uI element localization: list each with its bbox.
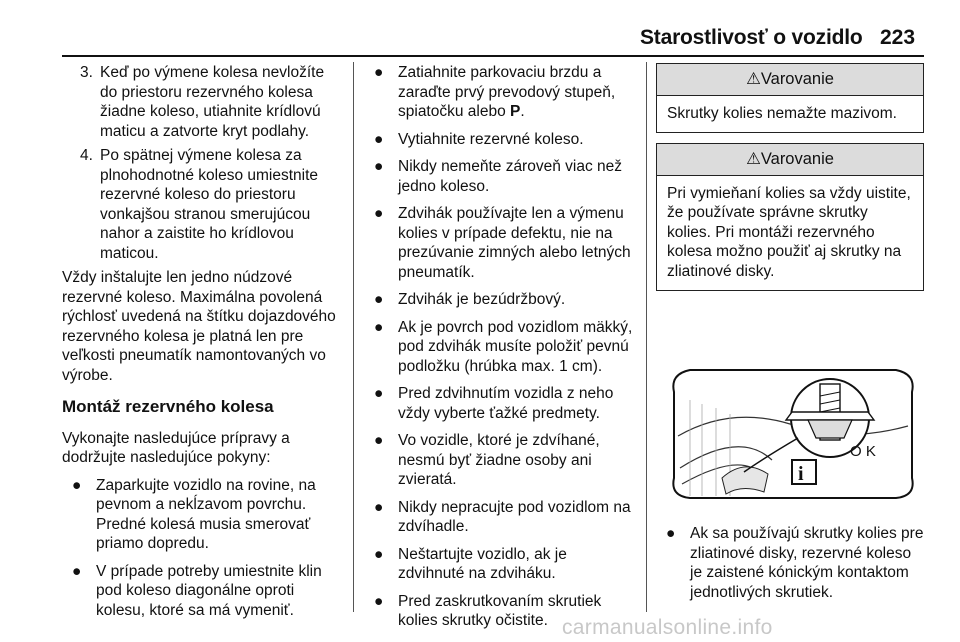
step-number: 4. — [80, 147, 93, 164]
list-item-text — [398, 64, 615, 120]
text-segment: . — [520, 103, 525, 120]
section-heading: Montáž rezervného kolesa — [62, 397, 274, 416]
list-item-text: Nikdy nepracujte pod vozidlom na zdvíhadle. — [398, 498, 631, 535]
bullet-icon: ● — [374, 432, 384, 449]
list-item-text: Zdvihák používajte len a výmenu kolies v prípade defektu, nie na prezúvanie zimných alebo letných pneumatík. — [398, 205, 631, 281]
warning-title: Varovanie — [760, 150, 834, 168]
info-icon — [792, 460, 816, 484]
bullet-icon: ● — [374, 498, 384, 516]
warning-triangle-icon: ⚠ — [746, 70, 761, 88]
bullet-icon: ● — [374, 592, 384, 610]
bullet-icon: ● — [374, 205, 384, 222]
wheel-bolt-illustration — [660, 308, 924, 510]
warning-text: Pri vymieňaní kolies sa vždy uistite, že používate správne skrutky kolies. Pri montáži rezervného kolesa možno použiť aj skrutky na zliatinové disky. — [667, 184, 911, 280]
list-item-text: Vytiahnite rezervné koleso. — [398, 130, 584, 148]
list-item — [364, 290, 636, 310]
column-right — [656, 63, 924, 301]
list-item — [364, 384, 636, 423]
bullet-icon: ● — [374, 130, 384, 148]
column-middle — [364, 63, 636, 639]
bullet-icon: ● — [374, 318, 384, 336]
step-item-4 — [62, 146, 344, 263]
page-header — [0, 0, 960, 60]
header-rule — [62, 55, 924, 57]
page-number: 223 — [880, 26, 916, 49]
list-item-text: Zaparkujte vozidlo na rovine, na pevnom a nekĺzavom povrchu. Predné kolesá musia smerovať priamo dopredu. — [96, 476, 316, 552]
list-item-text: V prípade potreby umiestnite klin pod koleso diagonálne oproti kolesu, ktoré sa má vymeniť. — [96, 562, 322, 619]
illustration-svg — [660, 308, 924, 510]
column-divider-left — [353, 62, 354, 612]
watermark: carmanualsonline.info — [562, 616, 773, 639]
intro-text: Vykonajte nasledujúce prípravy a dodržujte nasledujúce pokyny: — [62, 429, 290, 466]
list-item — [364, 318, 636, 377]
warning-header — [657, 64, 923, 96]
list-item-text: Nikdy nemeňte zároveň viac než jedno koleso. — [398, 158, 623, 195]
bullet-icon: ● — [374, 158, 384, 175]
list-item-text: Zdvihák je bezúdržbový. — [398, 291, 566, 308]
bullet-list — [62, 476, 344, 621]
list-item-text: Ak sa používajú skrutky kolies pre zliatinové disky, rezervné koleso je zaistené kónickým kontaktom jednotlivých skrutiek. — [690, 525, 924, 601]
bullet-list — [364, 63, 636, 631]
warning-header — [657, 144, 923, 176]
step-item-3 — [62, 63, 344, 141]
list-item-text: Vo vozidle, ktoré je zdvíhané, nesmú byť žiadne osoby ani zvieratá. — [398, 432, 600, 488]
step-text: Po spätnej výmene kolesa za plnohodnotné koleso umiestnite rezervné koleso do priestoru vonkajšou stranou smerujúcou nahor a zaistite ho krídlovou maticou. — [100, 147, 319, 262]
list-item — [656, 524, 924, 602]
info-letter: i — [798, 463, 804, 485]
warning-box — [656, 63, 924, 133]
warning-title: Varovanie — [760, 70, 834, 88]
step-number: 3. — [80, 64, 93, 81]
list-item-text: Pred zaskrutkovaním skrutiek kolies skrutky očistite. — [398, 592, 602, 629]
warning-box — [656, 143, 924, 291]
list-item — [364, 130, 636, 150]
list-item — [62, 476, 344, 554]
list-item — [364, 204, 636, 282]
bullet-list — [656, 524, 924, 602]
list-item — [62, 562, 344, 621]
bullet-icon: ● — [72, 562, 82, 580]
bullet-icon: ● — [666, 525, 676, 542]
bullet-icon: ● — [374, 385, 384, 402]
spare-wheel-note: Vždy inštalujte len jedno núdzové rezervné koleso. Maximálna povolená rýchlosť uvedená na štítku dojazdového rezervného kolesa je platná len pre veľkosti pneumatík namontovaných vo výrobe. — [62, 269, 336, 384]
warning-triangle-icon: ⚠ — [746, 150, 761, 168]
text-segment: Zatiahnite parkovaciu brzdu a zaraďte prvý prevodový stupeň, spiatočku alebo — [398, 64, 616, 120]
bolt-head-icon — [786, 412, 874, 420]
column-divider-right — [646, 62, 647, 612]
step-text: Keď po výmene kolesa nevložíte do priestoru rezervného kolesa žiadne koleso, utiahnite krídlovú maticu a zatvorte kryt podlahy. — [100, 64, 325, 140]
list-item — [364, 63, 636, 122]
list-item — [364, 498, 636, 537]
list-item-text: Pred zdvihnutím vozidla z neho vždy vyberte ťažké predmety. — [398, 385, 614, 422]
conical-seat-icon — [808, 420, 852, 438]
ok-label: O K — [850, 443, 876, 460]
list-item — [364, 157, 636, 196]
list-item — [364, 431, 636, 490]
gear-p-label: P — [510, 103, 521, 120]
bullet-icon: ● — [72, 476, 82, 494]
list-item-text: Ak je povrch pod vozidlom mäkký, pod zdvihák musíte položiť pevnú podložku (hrúbka max. 1 cm). — [398, 318, 633, 375]
bullet-icon: ● — [374, 545, 384, 563]
bullet-icon: ● — [374, 291, 384, 308]
column-left — [62, 63, 344, 628]
section-title: Starostlivosť o vozidlo — [640, 26, 863, 49]
bullet-icon: ● — [374, 64, 384, 81]
list-item-text: Neštartujte vozidlo, ak je zdvihnuté na zdviháku. — [398, 545, 567, 582]
warning-text: Skrutky kolies nemažte mazivom. — [667, 104, 897, 122]
step-list — [62, 63, 344, 263]
list-item — [364, 545, 636, 584]
column-right-bottom — [656, 524, 924, 610]
